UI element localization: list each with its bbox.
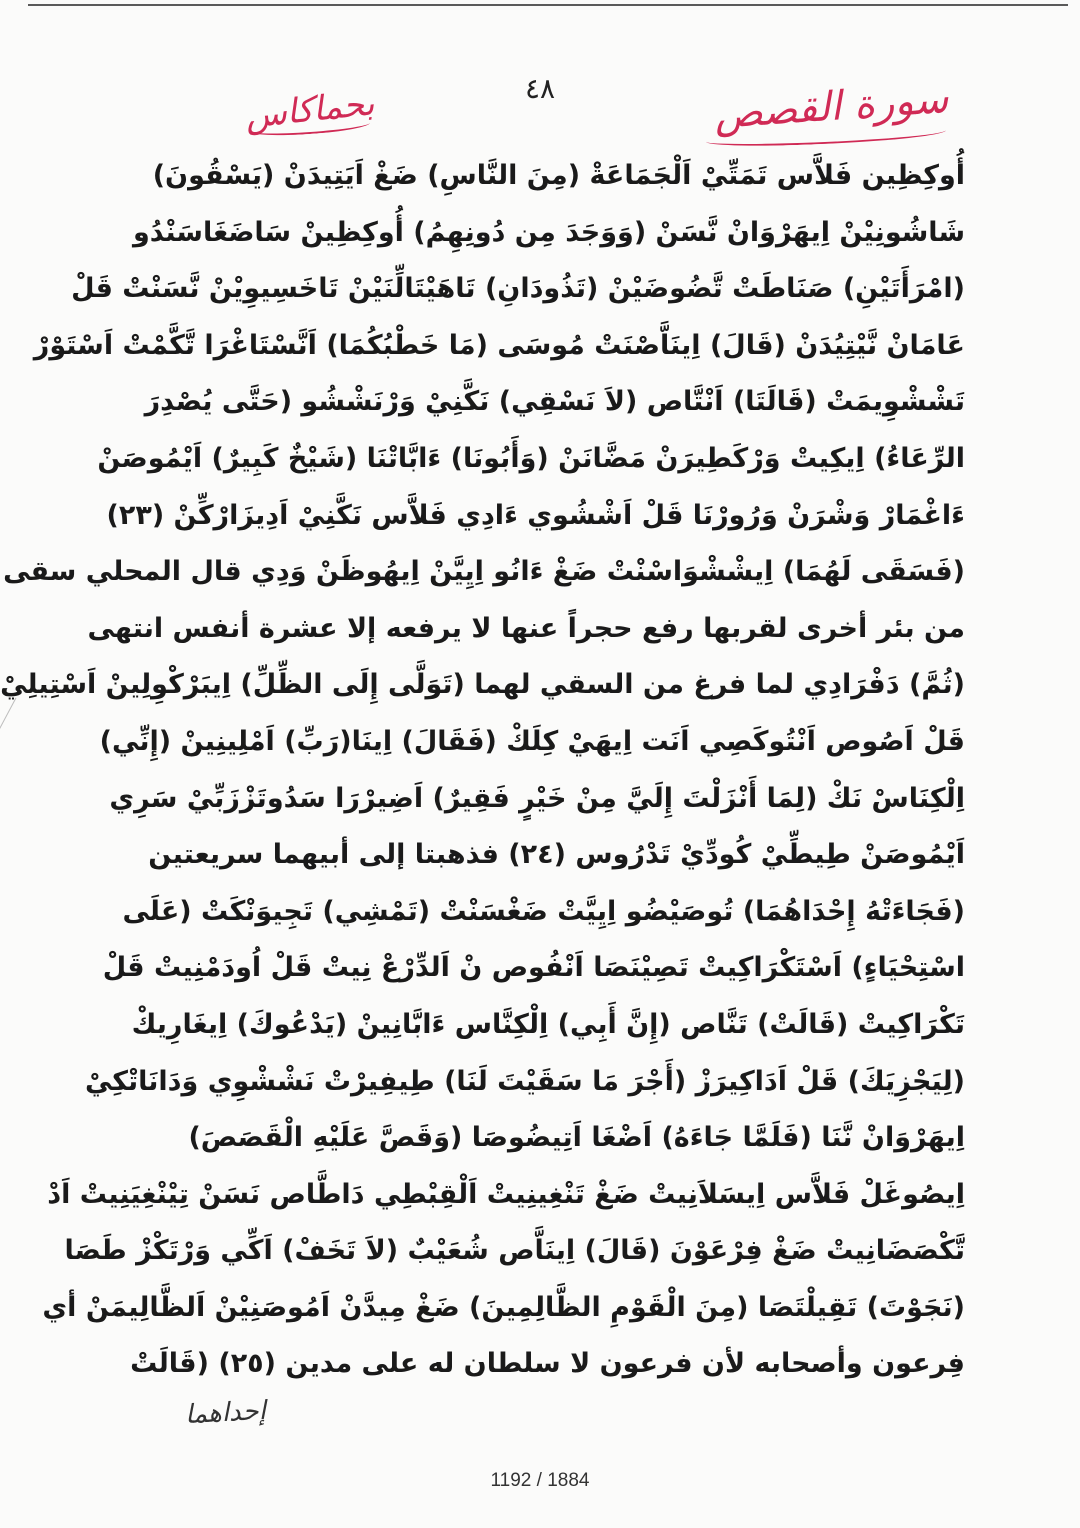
text-line: شَاشُونِيْنْ اِيهَرْوَانْ نَّسَنْ (وَوَجَدَ مِن دُونِهِمُ) أُوكِظِينْ سَاضَغَاسَنْدُو (133, 216, 965, 248)
page-count: 1192 / 1884 (490, 1470, 590, 1491)
text-line: (امْرَأَتَيْنِ) صَنَاطَتْ تَّضُوضَيْنْ (تَذُودَانِ) تَاهَيْتَالِّنَيْنْ تَاخَسِيوِيْنْ نَّسَنْتْ قَلْ (71, 273, 965, 305)
text-line: (فَجَاءَتْهُ إِحْدَاهُمَا) تُوصَيْضُو اِيِيَّتْ ضَغْسَنْتْ (تَمْشِي) تَجِيوَنْكَتْ (عَلَى (122, 895, 965, 927)
top-border-line (28, 4, 1068, 6)
text-line: اِلْكِنَاسْ نَكْ (لِمَا أَنْزَلْتَ إِلَيَّ مِنْ خَيْرٍ فَقِيرٌ) اَضِيرْرَا سَدُوتَزْزَبِّيْ سَرِي (109, 782, 965, 814)
text-line: اِيصُوغَلْ فَلاَّس اِيسَلاَنِيتْ ضَغْ تَنْغِينِيتْ اَلْقِبْطِي دَاطَّاص نَسَنْ تِيْنْغِيَنِيتْ اَدْ (47, 1178, 965, 1210)
handwritten-footer-note: إحداهما (184, 1395, 267, 1431)
text-line: تَشْشْوِيمَتْ (قَالَتَا) اَنْتَّاص (لاَ نَسْقِي) نَكَّنِيْ وَرْنَشْشُو (حَتَّى يُصْدِرَ (144, 386, 965, 418)
main-text-block (0, 148, 965, 1393)
page-number: ٤٨ (524, 72, 556, 105)
text-line: أُوكِظِين فَلاَّس تَمَتِّيْ اَلْجَمَاعَةْ (مِنَ النَّاسِ) ضَغْ اَيَتِيدَنْ (يَسْقُونَ) (152, 160, 965, 191)
text-line: اسْتِحْيَاءٍ) اَسْتَكْرَاكِيتْ تَصِيْنَصَا اَنْفُوص نْ اَلدِّرْعْ نِيتْ قَلْ اُودَمْنِيتْ قَلْ (102, 952, 965, 984)
text-line: من بئر أخرى لقربها رفع حجراً عنها لا يرفعه إلا عشرة أنفس انتهى (87, 612, 965, 644)
text-line: (فَسَقَى لَهُمَا) اِيشْشْوَاسْنْتْ ضَغْ ءَانُو اِيِيَّنْ اِيهُوظَنْ وَدِي قال المحلي سقى (3, 556, 965, 588)
text-line: اِيهَرْوَانْ نَّنَا (فَلَمَّا جَاءَهُ) اَضْغَا اَتِيضُوصَا (وَقَصَّ عَلَيْهِ الْقَصَصَ) (188, 1122, 965, 1154)
text-line: (نَجَوْتَ) تَقِيلْتَصَا (مِنَ الْقَوْمِ الظَّالِمِينَ) ضَغْ مِيدَّنْ اَمُوصَنِيْنْ اَلظَّالِيمَنْ أي (42, 1291, 965, 1323)
text-line: ءَاغْمَارْ وَشْرَنْ وَرُورْنَا قَلْ اَشْشُوي ءَادِي فَلاَّس نَكَّنِيْ اَدِيزَارْكِّنْ (٢٣) (106, 499, 965, 531)
handwritten-surah-title: سورة القصص (712, 75, 950, 139)
text-line: قَلْ اَصُوص اَنْتُوكَصِي اَنَت اِيهَيْ كِلَكْ (فَقَالَ) اِينَا(رَبِّ) اَمْلِينِينْ (إِنِّي) (99, 725, 965, 757)
text-line: اَيْمُوصَنْ طِيطِّيْ كُودِّيْ تَدْرُوس (٢٤) فذهبتا إلى أبيهما سريعتين (148, 839, 965, 871)
text-line: فِرعون وأصحابه لأن فرعون لا سلطان له على مدين (٢٥) (قَالَتْ (130, 1348, 965, 1380)
text-line: (لِيَجْزِيَكَ) قَلْ اَدَاكِيرَزْ (أَجْرَ مَا سَقَيْتَ لَنَا) طِيفِيرْتْ نَشْشْوِي وَدَانَاتْكِيْ (84, 1065, 965, 1097)
handwritten-chapter-note: بحماكاس (243, 83, 377, 137)
text-line: تَّكْصَضَانِيتْ ضَغْ فِرْعَوْنَ (قَالَ) اِينَاَّص شُعَيْبٌ (لاَ تَخَفْ) اَكِّي وَرْتَكْزْ طَصَا (64, 1235, 965, 1267)
text-line: عَامَانْ نَّيْتِيُدَنْ (قَالَ) اِينَاَّصْنَتْ مُوسَى (مَا خَطْبُكُمَا) اَنَّسْتَاغْرَا تَّكَّمْتْ اَسْتَوْرْ (33, 329, 965, 361)
text-line: (ثُمَّ) دَفْرَادِي لما فرغ من السقي لهما (تَوَلَّى إِلَى الظِّلِّ) اِيبَرْكْوِلِينْ اَسْتِيلِيْ (0, 669, 965, 701)
text-line: الرِّعَاءُ) اِيكِيتْ وَرْكَطِيرَنْ مَضَّانَنْ (وَأَبُونَا) ءَابَّاتْنَا (شَيْخٌ كَبِيرٌ) اَيْمُوصَنْ (97, 442, 965, 474)
text-line: تَكْرَاكِيتْ (قَالَتْ) تَنَّاص (إِنَّ أَبِي) اِلْكِنَّاس ءَابَّانِينْ (يَدْعُوكَ) اِيغَارِيكْ (131, 1008, 965, 1040)
